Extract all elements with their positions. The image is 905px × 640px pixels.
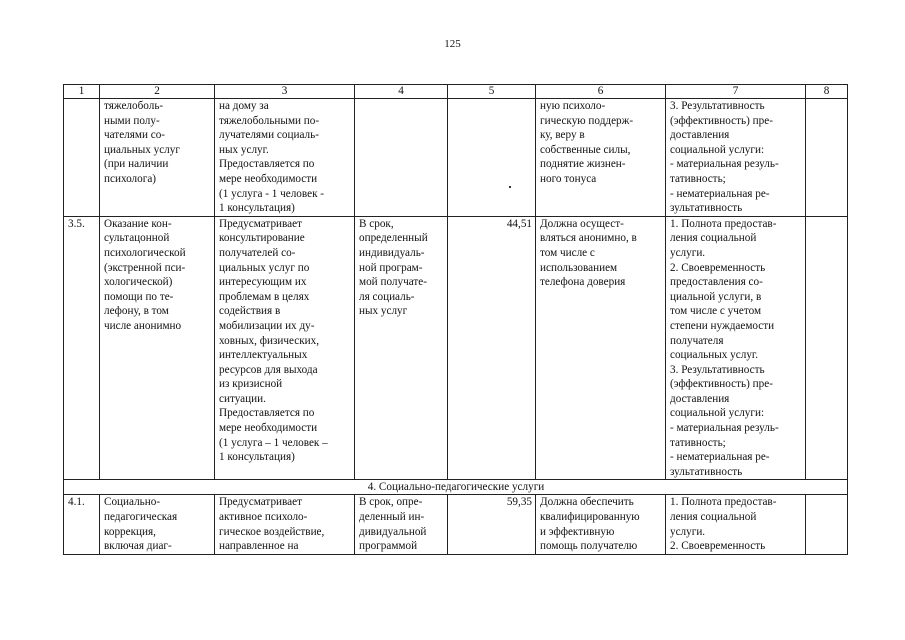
- table-row-3-5: [64, 216, 848, 480]
- header-cell-7: 7: [666, 85, 806, 99]
- cell-line: психологической: [104, 246, 186, 259]
- cell-line: социальной услуги:: [670, 143, 765, 156]
- cont-cell-conditions: [536, 99, 666, 217]
- cell-line: проблемам в целях: [219, 290, 310, 303]
- cell-line: направленное на: [219, 540, 299, 553]
- row-3-5-term: [355, 216, 448, 480]
- cell-line: 2. Своевременность: [670, 540, 766, 553]
- row-3-5-col-8: [806, 216, 848, 480]
- cell-line: ных услуг.: [219, 143, 269, 156]
- header-cell-8: 8: [806, 85, 848, 99]
- cell-line: тяжелоболь-: [104, 100, 164, 112]
- cell-line: поднятие жизнен-: [540, 158, 626, 171]
- row-4-1-number: 4.1.: [64, 495, 100, 554]
- header-cell-6: 6: [536, 85, 666, 99]
- row-4-1-price: 59,35: [448, 495, 536, 554]
- cell-line: 3. Результативность: [670, 100, 765, 112]
- header-cell-1: 1: [64, 85, 100, 99]
- cell-line: педагогическая: [104, 511, 178, 524]
- cell-line: услуги.: [670, 246, 706, 259]
- cell-line: ную психоло-: [540, 100, 606, 112]
- row-3-5-indicators: [666, 216, 806, 480]
- cell-line: интересующим их: [219, 276, 307, 289]
- cell-line: (эффективность) пре-: [670, 378, 773, 391]
- row-4-1-term: [355, 495, 448, 554]
- cell-line: коррекция,: [104, 525, 156, 538]
- cell-line: консультирование: [219, 232, 305, 245]
- row-3-5-conditions: [536, 216, 666, 480]
- cell-line: социальной услуги:: [670, 407, 765, 420]
- row-3-5-price: 44,51: [448, 216, 536, 480]
- cell-line: мере необходимости: [219, 172, 318, 185]
- cell-line: из кризисной: [219, 378, 283, 391]
- cell-line: ления социальной: [670, 511, 757, 524]
- cell-line: определенный: [359, 232, 428, 245]
- header-cell-3: 3: [215, 85, 355, 99]
- cell-line: - нематериальная ре-: [670, 187, 770, 200]
- cell-line: услуги.: [670, 525, 706, 538]
- row-3-5-service-name: [100, 216, 215, 480]
- cell-line: циальных услуг: [104, 143, 180, 156]
- cell-line: мой получате-: [359, 276, 427, 289]
- cell-line: помощь получателю: [540, 540, 638, 553]
- cell-line: - материальная резуль-: [670, 422, 779, 435]
- cell-line: чателями со-: [104, 129, 166, 142]
- cell-line: гическую поддерж-: [540, 114, 634, 127]
- cell-line: циальных услуг по: [219, 261, 310, 274]
- cell-line: хологической): [104, 276, 173, 289]
- cell-line: дивидуальной: [359, 525, 427, 538]
- cell-line: сультацонной: [104, 232, 170, 245]
- cell-line: тативность;: [670, 172, 726, 185]
- cell-line: квалифицированную: [540, 511, 640, 524]
- cell-line: деленный ин-: [359, 511, 425, 524]
- cell-line: получателя: [670, 334, 724, 347]
- cont-cell-indicators: [666, 99, 806, 217]
- cell-line: числе анонимно: [104, 319, 182, 332]
- cell-line: Предоставляется по: [219, 407, 315, 420]
- section-4-row: [64, 480, 848, 495]
- cell-line: Предусматривает: [219, 217, 302, 230]
- cell-line: помощи по те-: [104, 290, 174, 303]
- cell-line: социальных услуг.: [670, 349, 759, 362]
- cell-line: включая диаг-: [104, 540, 172, 553]
- cont-cell-price: [448, 99, 536, 217]
- cell-line: содействия в: [219, 305, 281, 318]
- table-row-continued: [64, 99, 848, 217]
- cell-line: степени нуждаемости: [670, 319, 775, 332]
- cell-line: (эффективность) пре-: [670, 114, 773, 127]
- row-4-1-description: [215, 495, 355, 554]
- cell-line: ления социальной: [670, 232, 757, 245]
- cell-line: психолога): [104, 172, 157, 185]
- stray-dot-mark: [509, 186, 511, 188]
- table-row-4-1: [64, 495, 848, 554]
- page-number: 125: [444, 38, 461, 50]
- cell-line: (1 услуга - 1 человек -: [219, 187, 325, 200]
- cell-line: лучателями социаль-: [219, 129, 319, 142]
- cell-line: ной програм-: [359, 261, 423, 274]
- cell-line: том числе с: [540, 246, 595, 259]
- row-4-1-conditions: [536, 495, 666, 554]
- cell-line: Предоставляется по: [219, 158, 315, 171]
- cell-line: В срок, опре-: [359, 496, 423, 509]
- cell-line: ресурсов для выхода: [219, 363, 318, 376]
- cell-line: лефону, в том: [104, 305, 169, 318]
- cell-line: предоставления со-: [670, 276, 763, 289]
- cell-line: 2. Своевременность: [670, 261, 766, 274]
- cell-line: том числе с учетом: [670, 305, 762, 318]
- cell-line: 3. Результативность: [670, 363, 765, 376]
- cell-line: телефона доверия: [540, 276, 626, 289]
- cell-line: интеллектуальных: [219, 349, 308, 362]
- cell-line: тативность;: [670, 436, 726, 449]
- row-4-1-indicators: [666, 495, 806, 554]
- cell-line: 1 консультация): [219, 202, 295, 215]
- cell-line: (экстренной пси-: [104, 261, 186, 274]
- cell-line: ными полу-: [104, 114, 160, 127]
- cell-line: - нематериальная ре-: [670, 451, 770, 464]
- cell-line: 1. Полнота предостав-: [670, 217, 777, 230]
- cell-line: (при наличии: [104, 158, 169, 171]
- cell-line: Должна осущест-: [540, 217, 624, 230]
- cell-line: вляться анонимно, в: [540, 232, 637, 245]
- cell-line: - материальная резуль-: [670, 158, 779, 171]
- cell-line: тяжелобольными по-: [219, 114, 320, 127]
- cell-line: на дому за: [219, 100, 269, 112]
- cell-line: (1 услуга – 1 человек –: [219, 436, 328, 449]
- header-cell-2: 2: [100, 85, 215, 99]
- cell-line: гическое воздействие,: [219, 525, 325, 538]
- cell-line: активное психоло-: [219, 511, 308, 524]
- cell-line: ситуации.: [219, 392, 266, 405]
- cell-line: доставления: [670, 129, 730, 142]
- section-4-heading: 4. Социально-педагогические услуги: [64, 480, 848, 495]
- row-4-1-col-8: [806, 495, 848, 554]
- cont-cell-number: [64, 99, 100, 217]
- cell-line: ля социаль-: [359, 290, 415, 303]
- row-4-1-service-name: [100, 495, 215, 554]
- cell-line: В срок,: [359, 217, 394, 230]
- cont-cell-description: [215, 99, 355, 217]
- cell-line: доставления: [670, 392, 730, 405]
- cell-line: и эффективную: [540, 525, 615, 538]
- cell-line: мобилизации их ду-: [219, 319, 315, 332]
- row-3-5-number: 3.5.: [64, 216, 100, 480]
- cell-line: собственные силы,: [540, 143, 631, 156]
- cell-line: Предусматривает: [219, 496, 302, 509]
- cell-line: ных услуг: [359, 305, 408, 318]
- services-table: [63, 84, 848, 555]
- cell-line: ного тонуса: [540, 172, 597, 185]
- row-3-5-description: [215, 216, 355, 480]
- cell-line: циальной услуги, в: [670, 290, 762, 303]
- cell-line: использованием: [540, 261, 618, 274]
- cell-line: Должна обеспечить: [540, 496, 634, 509]
- cell-line: Оказание кон-: [104, 217, 172, 230]
- cell-line: Социально-: [104, 496, 161, 509]
- cell-line: индивидуаль-: [359, 246, 425, 259]
- cell-line: ку, веру в: [540, 129, 585, 142]
- cont-cell-8: [806, 99, 848, 217]
- cell-line: получателей со-: [219, 246, 296, 259]
- header-cell-5: 5: [448, 85, 536, 99]
- cell-line: 1 консультация): [219, 451, 295, 464]
- cell-line: зультативность: [670, 202, 743, 215]
- cell-line: 1. Полнота предостав-: [670, 496, 777, 509]
- cell-line: программой: [359, 540, 418, 553]
- cell-line: зультативность: [670, 465, 743, 478]
- cont-cell-term: [355, 99, 448, 217]
- header-cell-4: 4: [355, 85, 448, 99]
- cell-line: мере необходимости: [219, 422, 318, 435]
- cont-cell-service-name: [100, 99, 215, 217]
- header-row: [64, 85, 848, 99]
- cell-line: ховных, физических,: [219, 334, 320, 347]
